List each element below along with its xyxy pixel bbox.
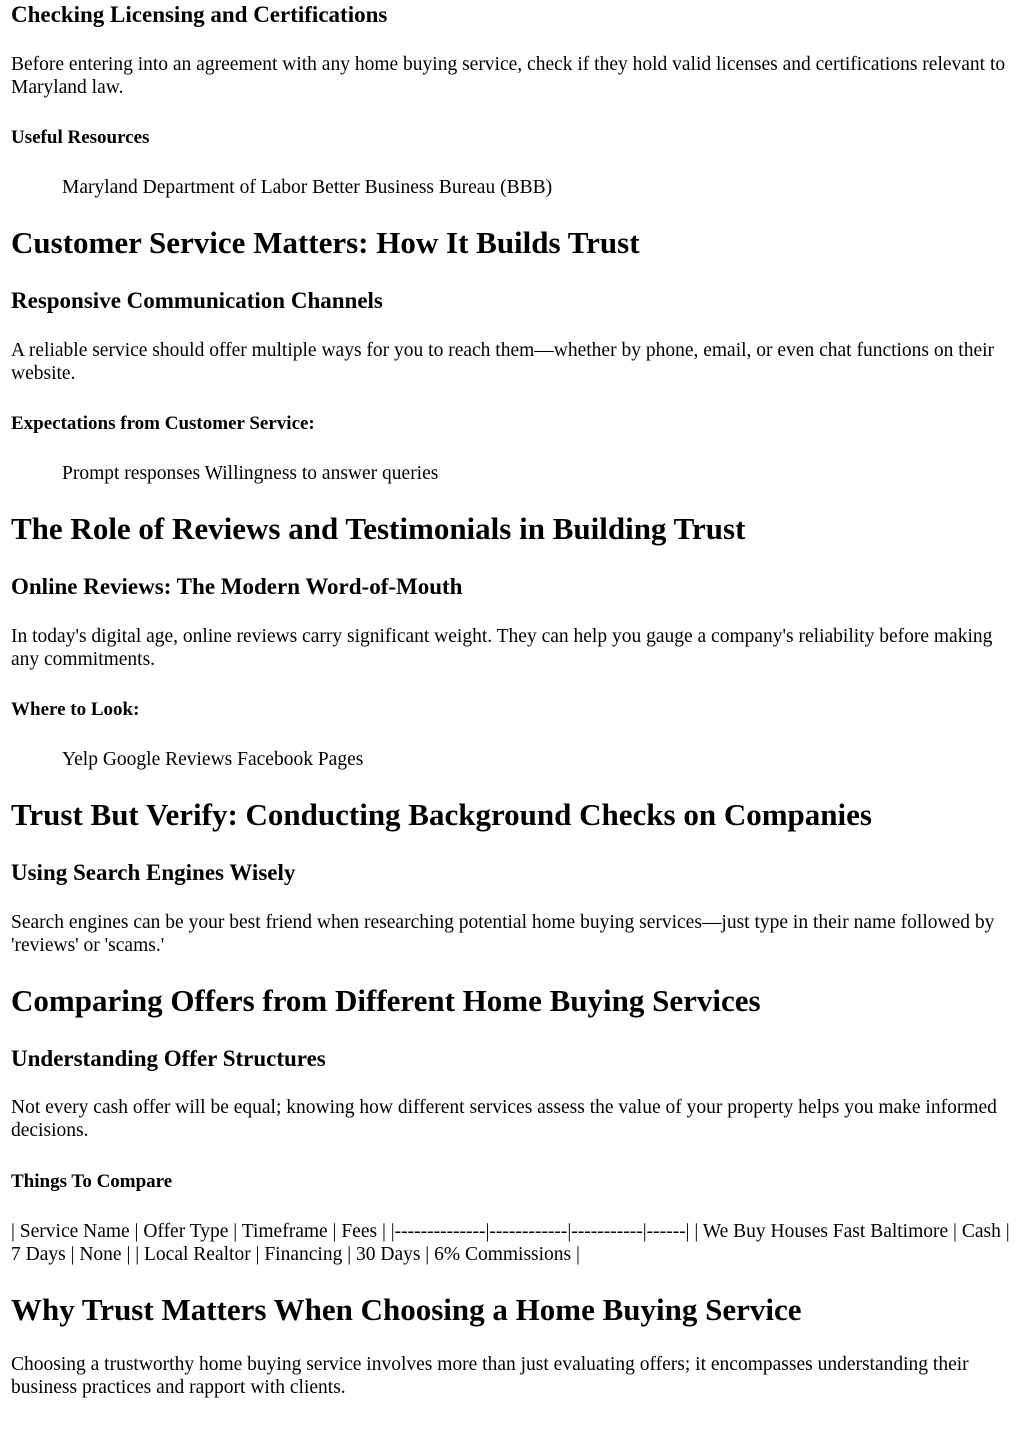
subheading-useful-resources: Useful Resources bbox=[11, 127, 150, 148]
section-heading-licensing: Checking Licensing and Certifications bbox=[11, 2, 388, 27]
list-expectations: Prompt responses Willingness to answer queries bbox=[62, 463, 439, 484]
paragraph-online-reviews: In today's digital age, online reviews carry significant weight. They can help you gauge a company's reliability before making any commitments. bbox=[11, 626, 993, 670]
section-heading-communication: Responsive Communication Channels bbox=[11, 288, 383, 313]
section-title-comparing-offers: Comparing Offers from Different Home Buying Services bbox=[11, 983, 761, 1018]
section-title-reviews: The Role of Reviews and Testimonials in Building Trust bbox=[11, 511, 746, 546]
paragraph-search-engines: Search engines can be your best friend when researching potential home buying services—just type in their name followed by 'reviews' or 'scams.' bbox=[11, 912, 995, 956]
list-useful-resources: Maryland Department of Labor Better Business Bureau (BBB) bbox=[62, 177, 553, 198]
section-title-background-checks: Trust But Verify: Conducting Background Checks on Companies bbox=[11, 797, 872, 832]
subheading-where-to-look: Where to Look: bbox=[11, 699, 140, 720]
subheading-things-to-compare: Things To Compare bbox=[11, 1171, 173, 1192]
section-heading-search-engines: Using Search Engines Wisely bbox=[11, 860, 296, 885]
section-heading-offer-structures: Understanding Offer Structures bbox=[11, 1046, 326, 1071]
paragraph-comparison-table-text: | Service Name | Offer Type | Timeframe | Fees | |--------------|------------|-----------|------| | We Buy Houses Fast Baltimore | Cash | 7 Days | None | | Local Realtor | Financing | 30 Days | 6% Commissions | bbox=[11, 1221, 1010, 1265]
paragraph-why-trust-matters: Choosing a trustworthy home buying service involves more than just evaluating offers; it encompasses understanding their business practices and rapport with clients. bbox=[11, 1354, 969, 1398]
section-title-customer-service: Customer Service Matters: How It Builds Trust bbox=[11, 225, 640, 260]
paragraph-offer-structures: Not every cash offer will be equal; knowing how different services assess the value of your property helps you make informed decisions. bbox=[11, 1097, 997, 1141]
subheading-expectations: Expectations from Customer Service: bbox=[11, 413, 315, 434]
paragraph-licensing: Before entering into an agreement with any home buying service, check if they hold valid licenses and certifications relevant to Maryland law. bbox=[11, 54, 1006, 98]
section-title-why-trust-matters: Why Trust Matters When Choosing a Home Buying Service bbox=[11, 1292, 802, 1327]
section-heading-online-reviews: Online Reviews: The Modern Word-of-Mouth bbox=[11, 574, 463, 599]
paragraph-communication: A reliable service should offer multiple ways for you to reach them—whether by phone, email, or even chat functions on their website. bbox=[11, 340, 995, 384]
list-where-to-look: Yelp Google Reviews Facebook Pages bbox=[62, 749, 364, 770]
